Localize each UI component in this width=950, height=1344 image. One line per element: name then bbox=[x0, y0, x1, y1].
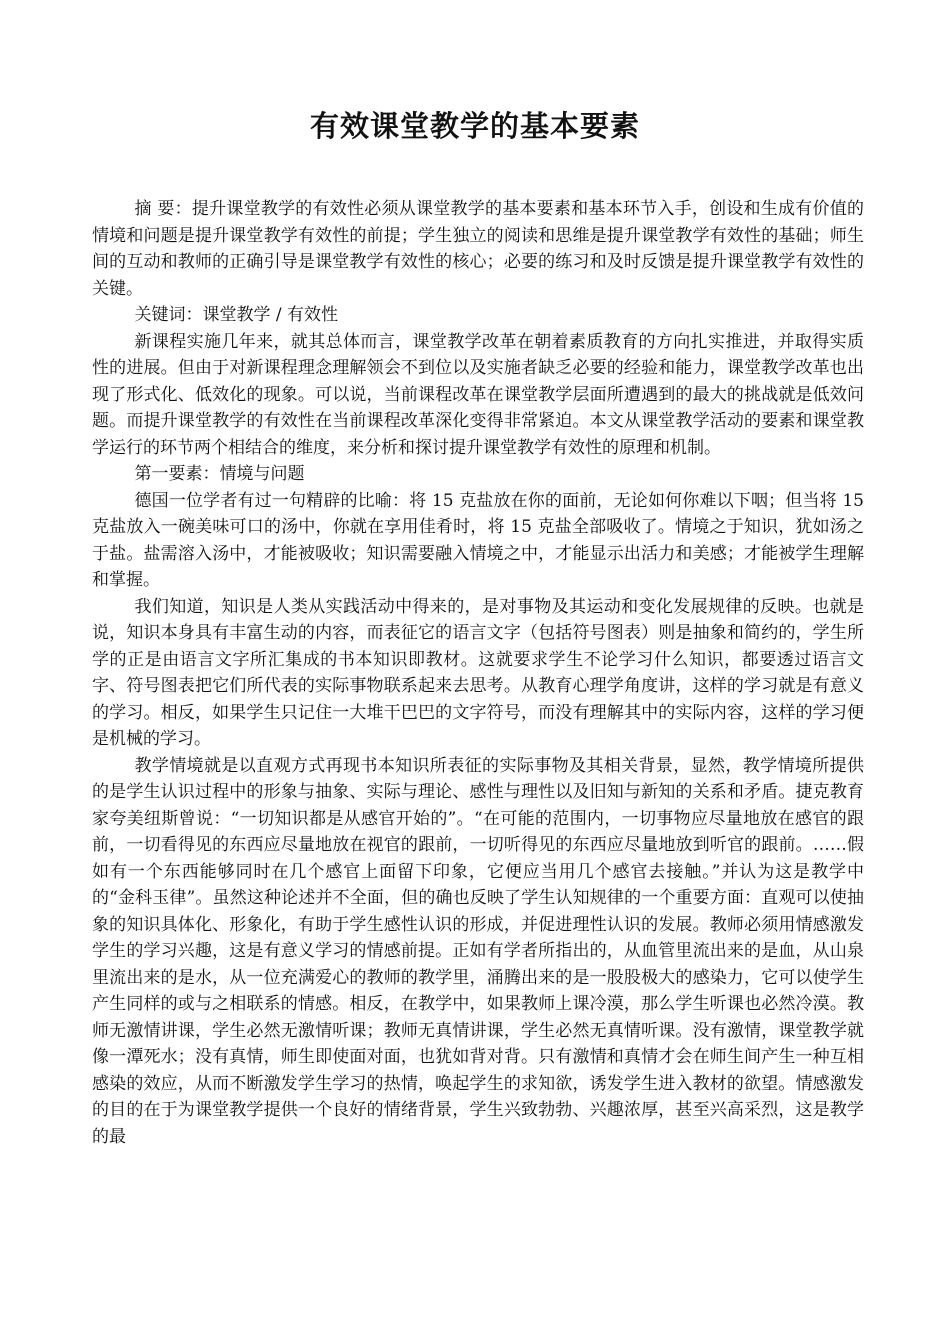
keywords-paragraph: 关键词：课堂教学 / 有效性 bbox=[134, 305, 339, 325]
body-paragraph: 德国一位学者有过一句精辟的比喻：将 15 克盐放在你的面前，无论如何你难以下咽；但当将 15 克盐放入一碗美味可口的汤中，你就在享用佳肴时，将 15 克盐全部吸收了。情境之于知识，犹如汤之于盐。盐需溶入汤中，才能被吸收；知识需要融入情境之中，才能显示出活力和美感；才能被学生理解和掌握。 bbox=[92, 490, 864, 590]
body-paragraph: 教学情境就是以直观方式再现书本知识所表征的实际事物及其相关背景，显然，教学情境所提供的是学生认识过程中的形象与抽象、实际与理论、感性与理性以及旧知与新知的关系和矛盾。捷克教育家夸美纽斯曾说：“一切知识都是从感官开始的”。“在可能的范围内，一切事物应尽量地放在感官的跟前，一切看得见的东西应尽量地放在视官的跟前，一切听得见的东西应尽量地放到听官的跟前。……假如有一个东西能够同时在几个感官上面留下印象，它便应当用几个感官去接触。”并认为这是教学中的“金科玉律”。虽然这种论述并不全面，但的确也反映了学生认知规律的一个重要方面：直观可以使抽象的知识具体化、形象化，有助于学生感性认识的形成，并促进理性认识的发展。教师必须用情感激发学生的学习兴趣，这是有意义学习的情感前提。正如有学者所指出的，从血管里流出来的是血，从山泉里流出来的是水，从一位充满爱心的教师的教学里，涌腾出来的是一股股极大的感染力，它可以使学生产生同样的或与之相联系的情感。相反，在教学中，如果教师上课冷漠，那么学生听课也必然冷漠。教师无激情讲课，学生必然无激情听课；教师无真情讲课，学生必然无真情听课。没有激情，课堂教学就像一潭死水；没有真情，师生即使面对面，也犹如背对背。只有激情和真情才会在师生间产生一种互相感染的效应，从而不断激发学生学习的热情，唤起学生的求知欲，诱发学生进入教材的欲望。情感激发的目的在于为课堂教学提供一个良好的情绪背景，学生兴致勃勃、兴趣浓厚，甚至兴高采烈，这是教学的最 bbox=[92, 755, 864, 1147]
abstract-paragraph: 摘 要：提升课堂教学的有效性必须从课堂教学的基本要素和基本环节入手，创设和生成有价值的情境和问题是提升课堂教学有效性的前提；学生独立的阅读和思维是提升课堂教学有效性的基础；师生间的互动和教师的正确引导是课堂教学有效性的核心；必要的练习和及时反馈是提升课堂教学有效性的关键。 bbox=[92, 199, 864, 299]
document-body bbox=[92, 196, 864, 1150]
body-paragraph: 我们知道，知识是人类从实践活动中得来的，是对事物及其运动和变化发展规律的反映。也就是说，知识本身具有丰富生动的内容，而表征它的语言文字（包括符号图表）则是抽象和简约的，学生所学的正是由语言文字所汇集成的书本知识即教材。这就要求学生不论学习什么知识，都要透过语言文字、符号图表把它们所代表的实际事物联系起来去思考。从教育心理学角度讲，这样的学习就是有意义的学习。相反，如果学生只记住一大堆干巴巴的文字符号，而没有理解其中的实际内容，这样的学习便是机械的学习。 bbox=[92, 596, 864, 749]
intro-paragraph: 新课程实施几年来，就其总体而言，课堂教学改革在朝着素质教育的方向扎实推进，并取得实质性的进展。但由于对新课程理念理解领会不到位以及实施者缺乏必要的经验和能力，课堂教学改革也出现了形式化、低效化的现象。可以说，当前课程改革在课堂教学层面所遭遇到的最大的挑战就是低效问题。而提升课堂教学的有效性在当前课程改革深化变得非常紧迫。本文从课堂教学活动的要素和课堂教学运行的环节两个相结合的维度，来分析和探讨提升课堂教学有效性的原理和机制。 bbox=[92, 331, 864, 458]
document-title: 有效课堂教学的基本要素 bbox=[309, 109, 640, 143]
section-heading: 第一要素：情境与问题 bbox=[134, 464, 305, 484]
